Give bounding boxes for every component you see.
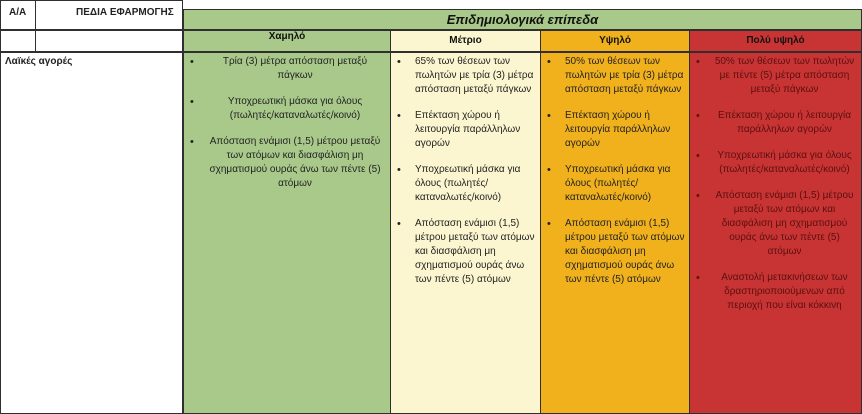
- high-measure-4: • Απόσταση ενάμισι (1,5) μέτρου μεταξύ των ατόμων και διασφάλιση μη σχηματισμού ουράς άνω των πέντε (5) ατόμων: [541, 217, 685, 287]
- levels-title-cell: [183, 9, 862, 30]
- row-field-label: Λαϊκές αγορές: [5, 56, 73, 67]
- fields-label: ΠΕΔΙΑ ΕΦΑΡΜΟΓΗΣ: [76, 7, 174, 18]
- aa-label: Α/Α: [9, 7, 27, 18]
- high-measures-list: [541, 55, 685, 287]
- level-header-very-high: [689, 30, 862, 52]
- low-measure-3: • Απόσταση ενάμισι (1,5) μέτρου μεταξύ των ατόμων και διασφάλιση μη σχηματισμού ουράς άνω των πέντε (5) ατόμων: [184, 135, 382, 191]
- level-label-high: Υψηλό: [599, 35, 631, 46]
- very-high-measures-list: [690, 55, 855, 313]
- high-measure-1: • 50% των θέσεων των πωλητών με τρία (3) μέτρα απόσταση μεταξύ πάγκων: [541, 55, 685, 97]
- level-label-low: Χαμηλό: [268, 31, 306, 42]
- low-measures-list: [184, 55, 382, 191]
- row-field-cell: [0, 52, 183, 414]
- very-high-measure-5: • Αναστολή μετακινήσεων των δραστηριοποιούμενων από περιοχή που είναι κόκκινη: [690, 271, 855, 313]
- very-high-measure-3: • Υποχρεωτική μάσκα για όλους (πωλητές/καταναλωτές/κοινό): [690, 149, 855, 177]
- high-measure-2: • Επέκταση χώρου ή λειτουργία παράλληλων αγορών: [541, 109, 685, 151]
- low-measure-2: • Υποχρεωτική μάσκα για όλους (πωλητές/καταναλωτές/κοινό): [184, 95, 382, 123]
- fields-header-cell: [35, 0, 183, 30]
- low-measure-1: • Τρία (3) μέτρα απόσταση μεταξύ πάγκων: [184, 55, 382, 83]
- medium-measures-cell: [390, 52, 541, 414]
- aa-header-cell: [0, 0, 36, 30]
- very-high-measure-2: • Επέκταση χώρου ή λειτουργία παράλληλων αγορών: [690, 109, 855, 137]
- low-measures-cell: [183, 52, 391, 414]
- fields-blank-cell: [35, 30, 183, 52]
- high-measure-3: • Υποχρεωτική μάσκα για όλους (πωλητές/καταναλωτές/κοινό): [541, 163, 685, 205]
- level-header-high: [540, 30, 690, 52]
- level-label-very-high: Πολύ υψηλό: [746, 35, 805, 46]
- very-high-measures-cell: [689, 52, 862, 414]
- level-header-medium: [390, 30, 541, 52]
- medium-measures-list: [391, 55, 536, 287]
- medium-measure-1: • 65% των θέσεων των πωλητών με τρία (3) μέτρα απόσταση μεταξύ πάγκων: [391, 55, 536, 97]
- medium-measure-2: • Επέκταση χώρου ή λειτουργία παράλληλων αγορών: [391, 109, 536, 151]
- medium-measure-3: • Υποχρεωτική μάσκα για όλους (πωλητές/καταναλωτές/κοινό): [391, 163, 536, 205]
- levels-title: Επιδημιολογικά επίπεδα: [446, 12, 599, 27]
- level-header-low: [183, 30, 391, 52]
- very-high-measure-1: • 50% των θέσεων των πωλητών με πέντε (5) μέτρα απόσταση μεταξύ πάγκων: [690, 55, 855, 97]
- aa-blank-cell: [0, 30, 36, 52]
- level-label-medium: Μέτριο: [449, 35, 482, 46]
- medium-measure-4: • Απόσταση ενάμισι (1,5) μέτρου μεταξύ των ατόμων και διασφάλιση μη σχηματισμού ουράς άνω των πέντε (5) ατόμων: [391, 217, 536, 287]
- high-measures-cell: [540, 52, 690, 414]
- very-high-measure-4: • Απόσταση ενάμισι (1,5) μέτρου μεταξύ των ατόμων και διασφάλιση μη σχηματισμού ουράς άνω των πέντε (5) ατόμων: [690, 189, 855, 259]
